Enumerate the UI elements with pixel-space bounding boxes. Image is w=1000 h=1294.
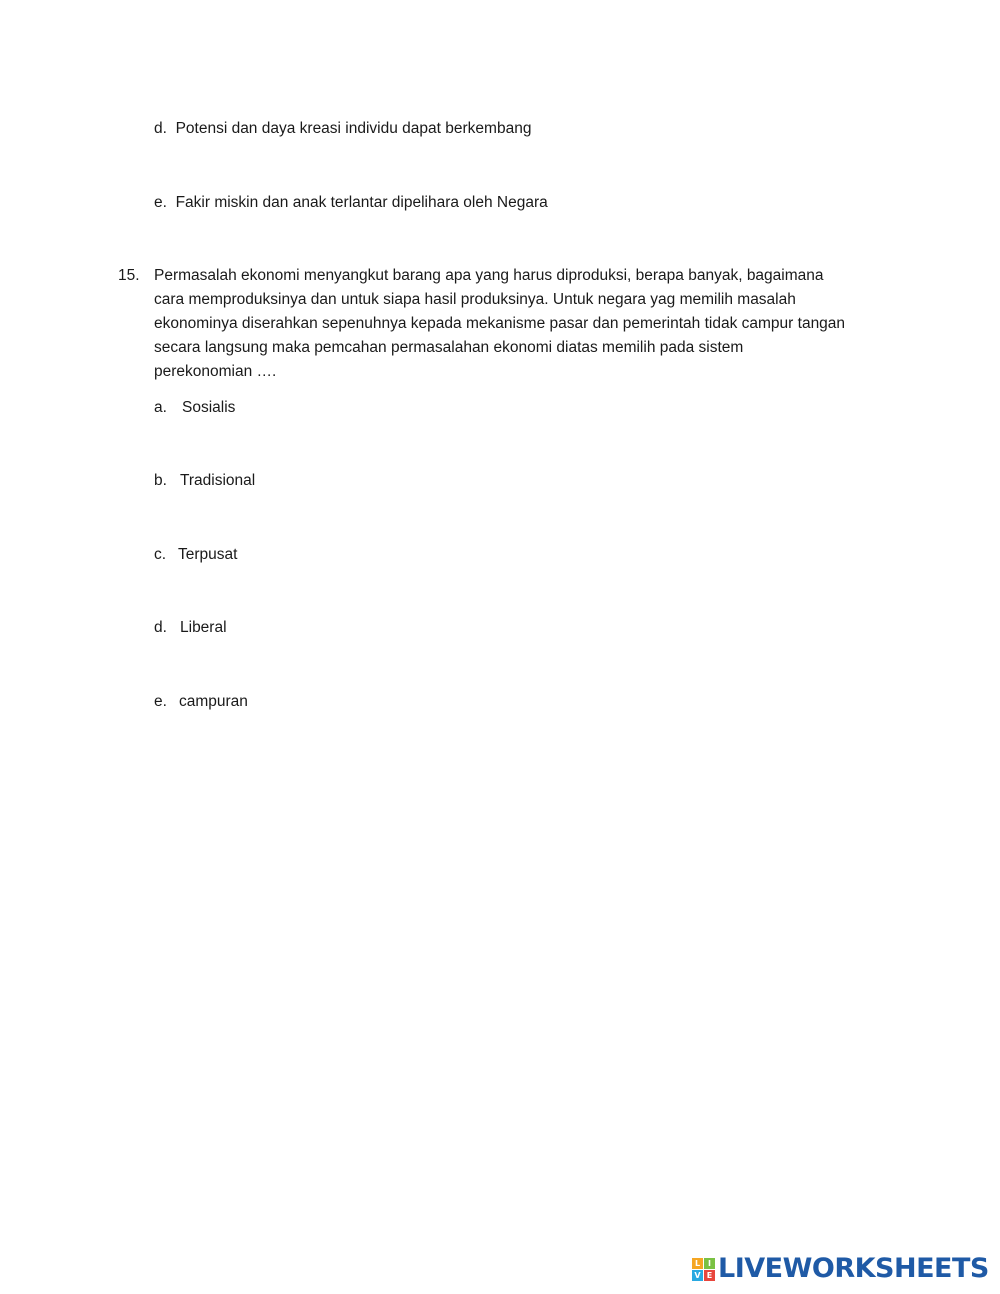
question-line: ekonominya diserahkan sepenuhnya kepada mekanisme pasar dan pemerintah tidak campur tangan — [154, 315, 846, 332]
option-e — [154, 690, 248, 714]
option-letter: c. — [154, 546, 167, 563]
logo-mark-icon — [692, 1258, 715, 1281]
option-a — [154, 396, 235, 420]
question-number: 15. — [118, 267, 140, 284]
prev-option-e — [154, 191, 548, 215]
logo-mark-letter: V — [692, 1270, 703, 1281]
option-text: Tradisional — [180, 472, 256, 489]
option-text: Sosialis — [182, 399, 236, 416]
question-text — [154, 264, 894, 384]
question-line: secara langsung maka pemcahan permasalahan ekonomi diatas memilih pada sistem — [154, 339, 744, 356]
option-letter: a. — [154, 399, 167, 416]
prev-option-d — [154, 117, 531, 141]
option-letter: b. — [154, 472, 167, 489]
option-text: Liberal — [180, 619, 227, 636]
option-text: Terpusat — [178, 546, 238, 563]
option-text: campuran — [179, 693, 248, 710]
option-letter: d. — [154, 120, 167, 137]
question-line: Permasalah ekonomi menyangkut barang apa yang harus diproduksi, berapa banyak, bagaimana — [154, 267, 824, 284]
logo-text: LIVEWORKSHEETS — [718, 1253, 989, 1284]
option-text: Fakir miskin dan anak terlantar dipelihara oleh Negara — [175, 194, 548, 211]
option-b — [154, 469, 255, 493]
question-line: perekonomian …. — [154, 363, 277, 380]
option-letter: e. — [154, 693, 167, 710]
option-text: Potensi dan daya kreasi individu dapat berkembang — [175, 120, 532, 137]
option-letter: d. — [154, 619, 167, 636]
option-letter: e. — [154, 194, 167, 211]
logo-mark-letter: E — [704, 1270, 715, 1281]
question-line: cara memproduksinya dan untuk siapa hasil produksinya. Untuk negara yag memilih masalah — [154, 291, 796, 308]
logo-mark-letter: I — [704, 1258, 715, 1269]
option-d — [154, 616, 227, 640]
logo-mark-letter: L — [692, 1258, 703, 1269]
liveworksheets-logo — [692, 1254, 989, 1284]
option-c — [154, 543, 237, 567]
